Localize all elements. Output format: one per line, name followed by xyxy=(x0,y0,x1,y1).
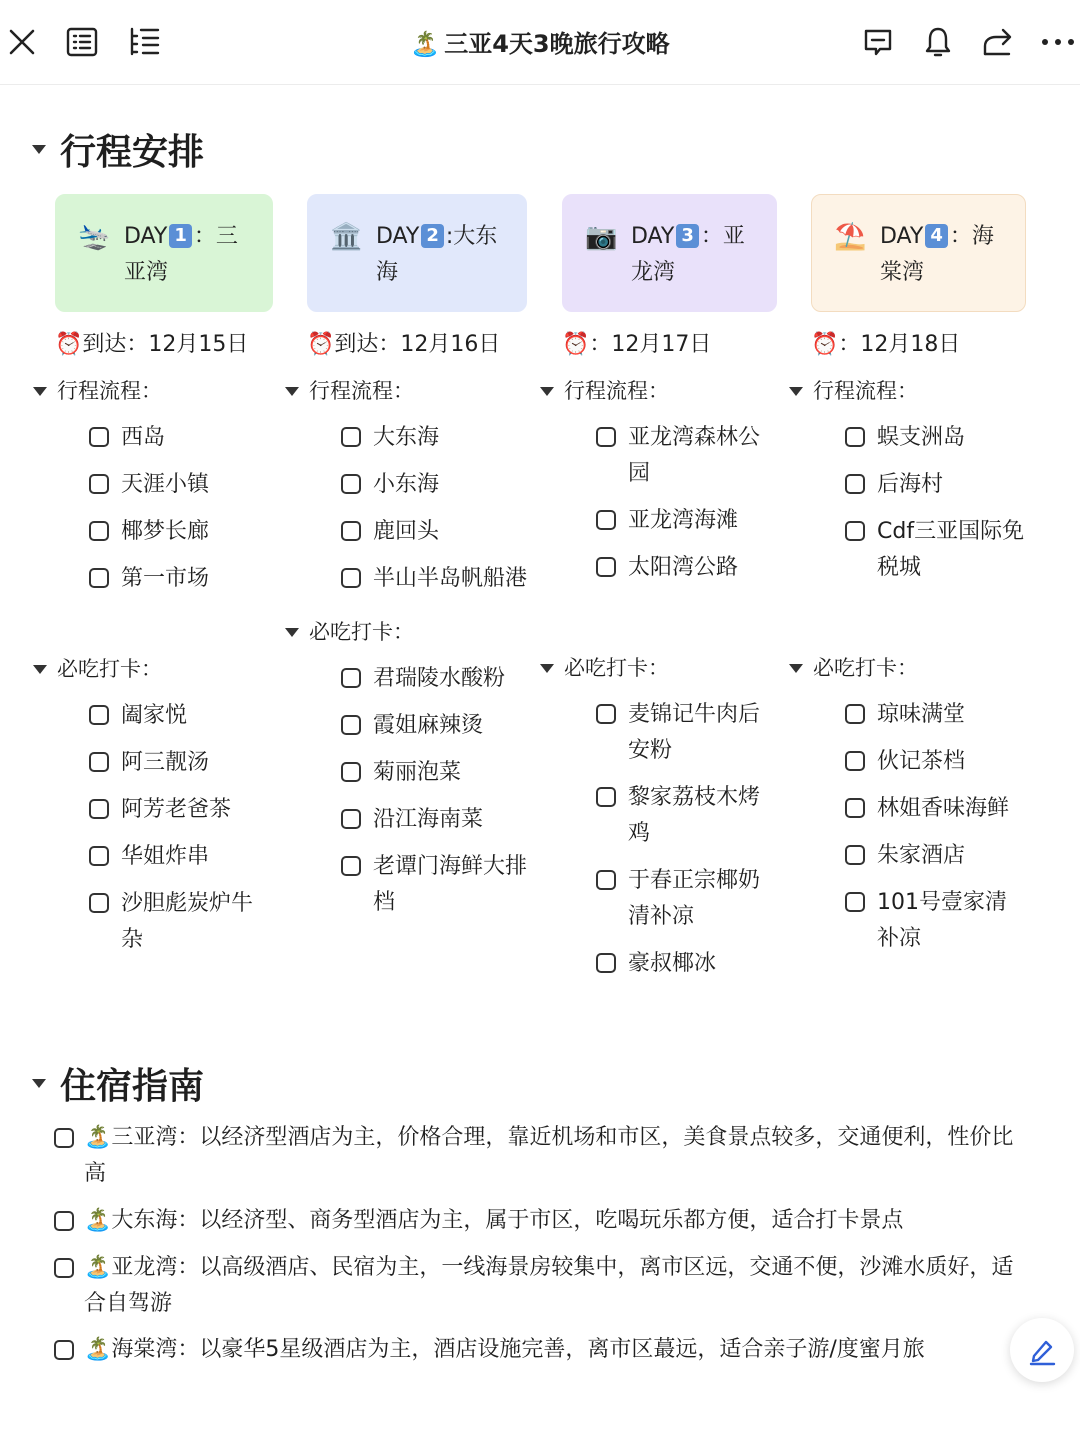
keycap-1-icon: 1 xyxy=(169,224,192,248)
more-icon[interactable] xyxy=(1038,22,1078,62)
food-section-toggle[interactable]: 必吃打卡： xyxy=(540,651,777,685)
checkbox[interactable] xyxy=(89,893,109,913)
food-item[interactable]: 琼味满堂 xyxy=(845,697,1026,733)
camera-icon: 📷 xyxy=(585,222,618,252)
checkbox[interactable] xyxy=(596,870,616,890)
airplane-arrival-icon: 🛬 xyxy=(78,222,111,252)
route-item[interactable]: 后海村 xyxy=(845,467,1026,503)
collapse-triangle-icon[interactable] xyxy=(32,145,46,154)
title-text: 三亚4天3晚旅行攻略 xyxy=(444,30,670,58)
food-item[interactable]: 林姐香味海鲜 xyxy=(845,791,1026,827)
route-item[interactable]: 亚龙湾森林公园 xyxy=(596,420,777,492)
food-item[interactable]: 沙胆彪炭炉牛杂 xyxy=(89,886,273,958)
title-emoji: 🏝️ xyxy=(410,30,441,58)
day-title: DAY 2 :大东海 xyxy=(376,224,498,285)
itinerary-heading[interactable] xyxy=(32,124,204,175)
checkbox[interactable] xyxy=(341,474,361,494)
food-item[interactable]: 阿三靓汤 xyxy=(89,745,273,781)
checkbox[interactable] xyxy=(341,715,361,735)
route-item[interactable]: Cdf三亚国际免税城 xyxy=(845,514,1026,586)
route-list xyxy=(55,420,273,597)
route-item[interactable]: 椰梦长廊 xyxy=(89,514,273,550)
collapse-triangle-icon[interactable] xyxy=(285,628,299,637)
food-item[interactable]: 朱家酒店 xyxy=(845,838,1026,874)
day-column-4 xyxy=(811,194,1026,968)
collapse-triangle-icon[interactable] xyxy=(32,1079,46,1088)
food-section-toggle[interactable]: 必吃打卡： xyxy=(789,651,1026,685)
route-list xyxy=(307,420,527,597)
checkbox[interactable] xyxy=(89,846,109,866)
collapse-triangle-icon[interactable] xyxy=(33,665,47,674)
food-item[interactable]: 于春正宗椰奶清补凉 xyxy=(596,863,777,935)
route-item[interactable]: 半山半岛帆船港 xyxy=(341,561,527,597)
checkbox[interactable] xyxy=(845,427,865,447)
day-column-3 xyxy=(562,194,777,993)
checkbox[interactable] xyxy=(89,427,109,447)
food-item[interactable]: 老谭门海鲜大排档 xyxy=(341,849,527,921)
keycap-2-icon: 2 xyxy=(421,224,444,248)
arrival-date: ⏰到达：12月16日 xyxy=(307,332,501,357)
checkbox[interactable] xyxy=(54,1340,74,1360)
food-list xyxy=(55,698,273,958)
lodging-item[interactable]: 🏝️亚龙湾：以高级酒店、民宿为主，一线海景房较集中，离市区远，交通不便，沙滩水质好，适合自驾游 xyxy=(54,1250,1034,1322)
lodging-heading-text: 住宿指南 xyxy=(60,1066,205,1107)
collapse-triangle-icon[interactable] xyxy=(285,387,299,396)
route-list xyxy=(562,420,777,586)
checkbox[interactable] xyxy=(341,568,361,588)
keycap-3-icon: 3 xyxy=(676,224,699,248)
comment-icon[interactable] xyxy=(858,22,898,62)
checkbox[interactable] xyxy=(596,427,616,447)
checkbox[interactable] xyxy=(845,521,865,541)
day-card-4 xyxy=(811,194,1026,312)
checkbox[interactable] xyxy=(596,510,616,530)
lodging-item[interactable]: 🏝️海棠湾：以豪华5星级酒店为主，酒店设施完善，离市区蕞远，适合亲子游/度蜜月旅 xyxy=(54,1332,1034,1368)
route-section-toggle[interactable]: 行程流程： xyxy=(33,374,273,408)
checkbox[interactable] xyxy=(54,1128,74,1148)
food-item[interactable]: 伙记茶档 xyxy=(845,744,1026,780)
day-title: DAY 3 ：亚龙湾 xyxy=(631,224,745,285)
food-item[interactable]: 黎家荔枝木烤鸡 xyxy=(596,780,777,852)
collapse-triangle-icon[interactable] xyxy=(789,387,803,396)
route-item[interactable]: 大东海 xyxy=(341,420,527,456)
food-item[interactable]: 华姐炸串 xyxy=(89,839,273,875)
food-item[interactable]: 豪叔椰冰 xyxy=(596,946,777,982)
lodging-heading[interactable] xyxy=(32,1058,204,1109)
checkbox[interactable] xyxy=(596,787,616,807)
route-item[interactable]: 亚龙湾海滩 xyxy=(596,503,777,539)
route-item[interactable]: 第一市场 xyxy=(89,561,273,597)
arrival-date: ⏰到达：12月15日 xyxy=(55,332,249,357)
food-item[interactable]: 麦锦记牛肉后安粉 xyxy=(596,697,777,769)
checkbox[interactable] xyxy=(341,521,361,541)
checkbox[interactable] xyxy=(89,752,109,772)
checkbox[interactable] xyxy=(89,799,109,819)
bell-icon[interactable] xyxy=(918,22,958,62)
day-card-3 xyxy=(562,194,777,312)
route-section-toggle[interactable]: 行程流程： xyxy=(789,374,1026,408)
checkbox[interactable] xyxy=(89,474,109,494)
checkbox[interactable] xyxy=(341,856,361,876)
food-item[interactable]: 菊丽泡菜 xyxy=(341,755,527,791)
food-list xyxy=(307,661,527,921)
route-item[interactable]: 太阳湾公路 xyxy=(596,550,777,586)
checkbox[interactable] xyxy=(89,568,109,588)
route-list xyxy=(811,420,1026,586)
checkbox[interactable] xyxy=(341,427,361,447)
checkbox[interactable] xyxy=(89,521,109,541)
food-item[interactable]: 阖家悦 xyxy=(89,698,273,734)
checkbox[interactable] xyxy=(845,892,865,912)
food-section-toggle[interactable]: 必吃打卡： xyxy=(285,615,527,649)
food-section-toggle[interactable]: 必吃打卡： xyxy=(33,652,273,686)
food-list xyxy=(811,697,1026,957)
route-item[interactable]: 鹿回头 xyxy=(341,514,527,550)
checkbox[interactable] xyxy=(341,809,361,829)
checkbox[interactable] xyxy=(54,1258,74,1278)
day-card-1 xyxy=(55,194,273,312)
edit-icon xyxy=(1026,1334,1058,1366)
route-item[interactable]: 蜈支洲岛 xyxy=(845,420,1026,456)
food-item[interactable]: 阿芳老爸茶 xyxy=(89,792,273,828)
checkbox[interactable] xyxy=(341,762,361,782)
checkbox[interactable] xyxy=(845,845,865,865)
day-title: DAY 4 ：海棠湾 xyxy=(880,224,994,285)
food-item[interactable]: 君瑞陵水酸粉 xyxy=(341,661,527,697)
day-column-1 xyxy=(55,194,273,969)
food-item[interactable]: 霞姐麻辣烫 xyxy=(341,708,527,744)
checkbox[interactable] xyxy=(845,751,865,771)
route-item[interactable]: 西岛 xyxy=(89,420,273,456)
top-bar xyxy=(0,0,1080,85)
route-item[interactable]: 小东海 xyxy=(341,467,527,503)
itinerary-heading-text: 行程安排 xyxy=(60,132,205,173)
lodging-item[interactable]: 🏝️三亚湾：以经济型酒店为主，价格合理，靠近机场和市区，美食景点较多，交通便利，性价比高 xyxy=(54,1120,1034,1192)
day-title: DAY 1 ：三亚湾 xyxy=(124,224,238,285)
checkbox[interactable] xyxy=(596,704,616,724)
checkbox[interactable] xyxy=(596,953,616,973)
food-list xyxy=(562,697,777,982)
checkbox[interactable] xyxy=(845,474,865,494)
food-item[interactable]: 101号壹家清补凉 xyxy=(845,885,1026,957)
collapse-triangle-icon[interactable] xyxy=(789,664,803,673)
collapse-triangle-icon[interactable] xyxy=(540,387,554,396)
arrival-date: ⏰：12月17日 xyxy=(562,332,712,357)
edit-button[interactable] xyxy=(1010,1318,1074,1382)
route-section-toggle[interactable]: 行程流程： xyxy=(540,374,777,408)
beach-umbrella-icon: ⛱️ xyxy=(834,222,867,252)
keycap-4-icon: 4 xyxy=(925,224,948,248)
food-item[interactable]: 沿江海南菜 xyxy=(341,802,527,838)
checkbox[interactable] xyxy=(89,705,109,725)
checkbox[interactable] xyxy=(845,798,865,818)
classical-building-icon: 🏛️ xyxy=(330,222,363,252)
collapse-triangle-icon[interactable] xyxy=(540,664,554,673)
checkbox[interactable] xyxy=(341,668,361,688)
checkbox[interactable] xyxy=(54,1211,74,1231)
arrival-date: ⏰：12月18日 xyxy=(811,332,961,357)
route-section-toggle[interactable]: 行程流程： xyxy=(285,374,527,408)
day-card-2 xyxy=(307,194,527,312)
lodging-item[interactable]: 🏝️大东海：以经济型、商务型酒店为主，属于市区，吃喝玩乐都方便，适合打卡景点 xyxy=(54,1203,1034,1239)
day-column-2 xyxy=(307,194,527,932)
route-item[interactable]: 天涯小镇 xyxy=(89,467,273,503)
share-icon[interactable] xyxy=(978,22,1018,62)
checkbox[interactable] xyxy=(845,704,865,724)
collapse-triangle-icon[interactable] xyxy=(33,387,47,396)
checkbox[interactable] xyxy=(596,557,616,577)
